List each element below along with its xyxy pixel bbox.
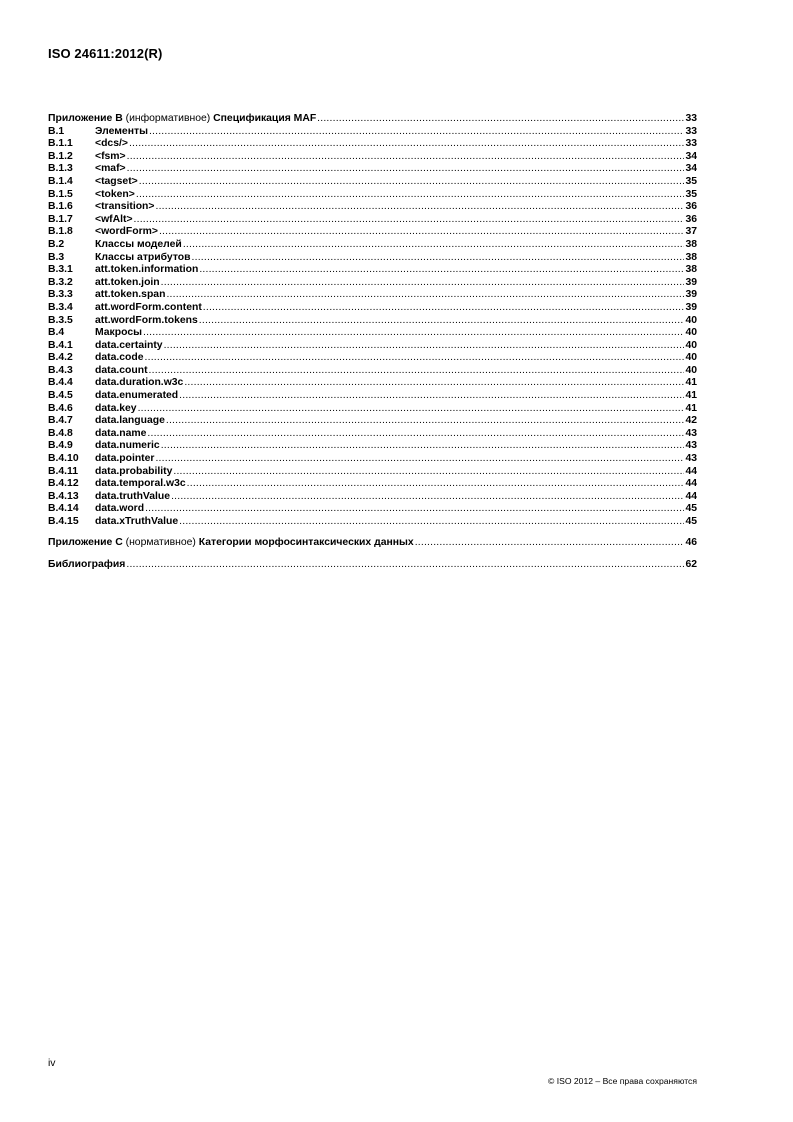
dot-leader (145, 503, 684, 516)
toc-entry[interactable] (48, 491, 697, 504)
dot-leader (127, 151, 685, 164)
toc-bibliography[interactable] (48, 559, 697, 572)
dot-leader (136, 189, 685, 202)
toc-entry-title: Макросы (95, 327, 142, 339)
toc-entry[interactable] (48, 239, 697, 252)
toc-entry[interactable] (48, 390, 697, 403)
dot-leader (166, 415, 685, 428)
toc-entry[interactable] (48, 340, 697, 353)
toc-annex-b[interactable] (48, 113, 697, 126)
toc-entry-number: B.1.6 (48, 201, 73, 213)
toc-entry-number: B.4.12 (48, 478, 79, 490)
dot-leader (161, 440, 685, 453)
toc-entry-number: B.3.2 (48, 276, 73, 288)
dot-leader (173, 466, 684, 479)
toc-page-number: 43 (685, 440, 697, 452)
dot-leader (179, 516, 684, 529)
toc-entry-title: <token> (95, 188, 135, 200)
toc-entry[interactable] (48, 503, 697, 516)
dot-leader (134, 214, 685, 227)
toc-entry-number: B.4.11 (48, 465, 79, 477)
annex-c-name: Категории морфосинтаксических данных (198, 536, 414, 548)
dot-leader (159, 226, 685, 239)
toc-page-number: 40 (685, 364, 697, 376)
toc-page-number: 40 (685, 314, 697, 326)
toc-entry-title: <tagset> (95, 175, 138, 187)
toc-entry[interactable] (48, 352, 697, 365)
toc-page-number: 41 (685, 402, 697, 414)
toc-entry-number: B.4.5 (48, 390, 73, 402)
toc-page-number: 34 (685, 150, 697, 162)
dot-leader (171, 491, 684, 504)
toc-page-number: 40 (685, 327, 697, 339)
toc-entry-title: data.pointer (95, 453, 155, 465)
toc-page-number: 33 (685, 125, 697, 137)
toc-entry-number: B.1.7 (48, 213, 73, 225)
toc-entry[interactable] (48, 226, 697, 239)
dot-leader (147, 428, 684, 441)
toc-entry-title: data.truthValue (95, 490, 171, 502)
dot-leader (317, 113, 684, 126)
toc-page-number: 44 (685, 465, 697, 477)
toc-entry-title: att.token.join (95, 276, 160, 288)
toc-entry[interactable] (48, 201, 697, 214)
toc-entry[interactable] (48, 163, 697, 176)
toc-entry-title: data.numeric (95, 440, 160, 452)
toc-annex-c-title (48, 537, 414, 550)
toc-entry[interactable] (48, 453, 697, 466)
toc-entry[interactable] (48, 189, 697, 202)
toc-entry[interactable] (48, 403, 697, 416)
toc-entry-number: B.4.7 (48, 415, 73, 427)
toc-entry[interactable] (48, 428, 697, 441)
toc-entry-title: data.enumerated (95, 390, 179, 402)
toc-page-number: 38 (685, 264, 697, 276)
document-id-header: ISO 24611:2012(R) (48, 46, 163, 61)
toc-page-number: 35 (685, 175, 697, 187)
toc-entry[interactable] (48, 126, 697, 139)
toc-page-number: 46 (685, 536, 697, 548)
toc-entry[interactable] (48, 151, 697, 164)
toc-entry[interactable] (48, 377, 697, 390)
toc-entry-number: B.4.6 (48, 402, 73, 414)
toc-entry[interactable] (48, 138, 697, 151)
toc-entry-number: B.4.9 (48, 440, 73, 452)
toc-entry-title: data.duration.w3c (95, 377, 184, 389)
dot-leader (127, 163, 685, 176)
toc-entry-title: data.code (95, 352, 144, 364)
annex-b-name: Спецификация MAF (213, 113, 317, 124)
toc-entry-title: data.word (95, 503, 145, 515)
dot-leader (199, 315, 685, 328)
toc-page-number: 45 (685, 503, 697, 515)
toc-entry-title: data.probability (95, 465, 173, 477)
toc-page-number: 41 (685, 377, 697, 389)
copyright-notice: © ISO 2012 – Все права сохраняются (547, 1076, 697, 1086)
toc-entry-title: <fsm> (95, 150, 126, 162)
toc-page-number: 33 (685, 113, 697, 124)
toc-entry[interactable] (48, 289, 697, 302)
toc-annex-c[interactable] (48, 537, 697, 550)
toc-page-number: 44 (685, 478, 697, 490)
toc-entry-title: data.name (95, 427, 147, 439)
dot-leader (199, 264, 684, 277)
dot-leader (187, 478, 685, 491)
toc-entry-number: B.1.5 (48, 188, 73, 200)
toc-entry-number: B.4.3 (48, 364, 73, 376)
toc-page-number: 43 (685, 453, 697, 465)
toc-entry[interactable] (48, 214, 697, 227)
annex-b-label: Приложение B (48, 113, 123, 124)
toc-page-number: 37 (685, 226, 697, 238)
toc-entry-number: B.4 (48, 327, 65, 339)
toc-entry-title: Классы моделей (95, 238, 182, 250)
toc-entry-number: B.4.4 (48, 377, 73, 389)
toc-entry-number: B.3 (48, 251, 65, 263)
dot-leader (166, 289, 684, 302)
toc-page-number: 36 (685, 201, 697, 213)
toc-page-number: 40 (685, 339, 697, 351)
toc-entry-number: B.1 (48, 125, 65, 137)
toc-page-number: 34 (685, 163, 697, 175)
dot-leader (179, 390, 684, 403)
toc-entry-title: Классы атрибутов (95, 251, 191, 263)
toc-page-number: 35 (685, 188, 697, 200)
toc-page-number: 42 (685, 415, 697, 427)
dot-leader (415, 537, 685, 550)
dot-leader (143, 327, 684, 340)
dot-leader (184, 377, 684, 390)
toc-entry-title: data.count (95, 364, 148, 376)
toc-page-number: 41 (685, 390, 697, 402)
toc-page-number: 39 (685, 289, 697, 301)
toc-entry-number: B.4.14 (48, 503, 79, 515)
toc-entry-title: <transition> (95, 201, 155, 213)
toc-entry-title: att.token.span (95, 289, 166, 301)
toc-entry-number: B.3.3 (48, 289, 73, 301)
dot-leader (145, 352, 685, 365)
dot-leader (129, 138, 685, 151)
toc-entry[interactable] (48, 365, 697, 378)
toc-entry-title: data.temporal.w3c (95, 478, 186, 490)
toc-entry-title: att.wordForm.content (95, 301, 202, 313)
toc-entry-title: data.language (95, 415, 165, 427)
toc-entry-title: <wfAlt> (95, 213, 133, 225)
dot-leader (203, 302, 685, 315)
toc-entry[interactable] (48, 478, 697, 491)
toc-page-number: 43 (685, 427, 697, 439)
toc-entry-title: Элементы (95, 125, 148, 137)
toc-page-number: 33 (685, 138, 697, 150)
toc-entry[interactable] (48, 176, 697, 189)
toc-annex-b-title (48, 113, 316, 126)
annex-c-label: Приложение C (48, 536, 123, 548)
toc-page-number: 38 (685, 251, 697, 263)
toc-entry-number: B.3.1 (48, 264, 73, 276)
toc-entry-title: att.token.information (95, 264, 199, 276)
toc-page-number: 40 (685, 352, 697, 364)
table-of-contents (48, 113, 697, 572)
toc-entry-title: <wordForm> (95, 226, 158, 238)
toc-entry-title: data.xTruthValue (95, 516, 179, 527)
toc-entry-number: B.4.15 (48, 516, 79, 527)
toc-entry[interactable] (48, 315, 697, 328)
toc-entry-title: <dcs/> (95, 138, 128, 150)
toc-entry-number: B.1.4 (48, 175, 73, 187)
toc-page-number: 44 (685, 490, 697, 502)
toc-entry-number: B.1.2 (48, 150, 73, 162)
dot-leader (126, 559, 684, 572)
toc-entry-number: B.1.1 (48, 138, 73, 150)
toc-entry-title: att.wordForm.tokens (95, 314, 198, 326)
toc-entry-title: data.certainty (95, 339, 163, 351)
dot-leader (161, 277, 685, 290)
toc-entry-number: B.4.13 (48, 490, 79, 502)
toc-entry[interactable] (48, 440, 697, 453)
toc-entry-number: B.1.3 (48, 163, 73, 175)
dot-leader (164, 340, 685, 353)
toc-page-number: 39 (685, 276, 697, 288)
dot-leader (139, 176, 685, 189)
toc-entry[interactable] (48, 277, 697, 290)
dot-leader (138, 403, 685, 416)
toc-page-number: 39 (685, 301, 697, 313)
toc-entry[interactable] (48, 516, 697, 529)
toc-entry-number: B.3.4 (48, 301, 73, 313)
toc-entry[interactable] (48, 327, 697, 340)
page-number: iv (48, 1058, 56, 1069)
dot-leader (149, 126, 684, 139)
toc-entries (48, 126, 697, 529)
dot-leader (155, 201, 684, 214)
toc-bibliography-title: Библиография (48, 558, 126, 570)
toc-entry-title: data.key (95, 402, 137, 414)
toc-entry[interactable] (48, 466, 697, 479)
annex-b-type: (информативное) (122, 113, 214, 124)
dot-leader (149, 365, 685, 378)
toc-entry[interactable] (48, 264, 697, 277)
toc-entry-number: B.4.10 (48, 453, 79, 465)
toc-entry-number: B.1.8 (48, 226, 73, 238)
annex-c-type: (нормативное) (122, 536, 199, 548)
dot-leader (155, 453, 684, 466)
toc-entry[interactable] (48, 302, 697, 315)
toc-page-number: 45 (685, 516, 697, 527)
toc-entry-title: <maf> (95, 163, 126, 175)
toc-page-number: 62 (685, 558, 697, 570)
dot-leader (183, 239, 685, 252)
toc-entry-number: B.3.5 (48, 314, 73, 326)
toc-entry-number: B.2 (48, 238, 65, 250)
toc-page-number: 36 (685, 213, 697, 225)
dot-leader (192, 252, 685, 265)
toc-entry[interactable] (48, 252, 697, 265)
toc-entry[interactable] (48, 415, 697, 428)
toc-entry-number: B.4.2 (48, 352, 73, 364)
toc-page-number: 38 (685, 238, 697, 250)
toc-entry-number: B.4.8 (48, 427, 73, 439)
toc-entry-number: B.4.1 (48, 339, 73, 351)
